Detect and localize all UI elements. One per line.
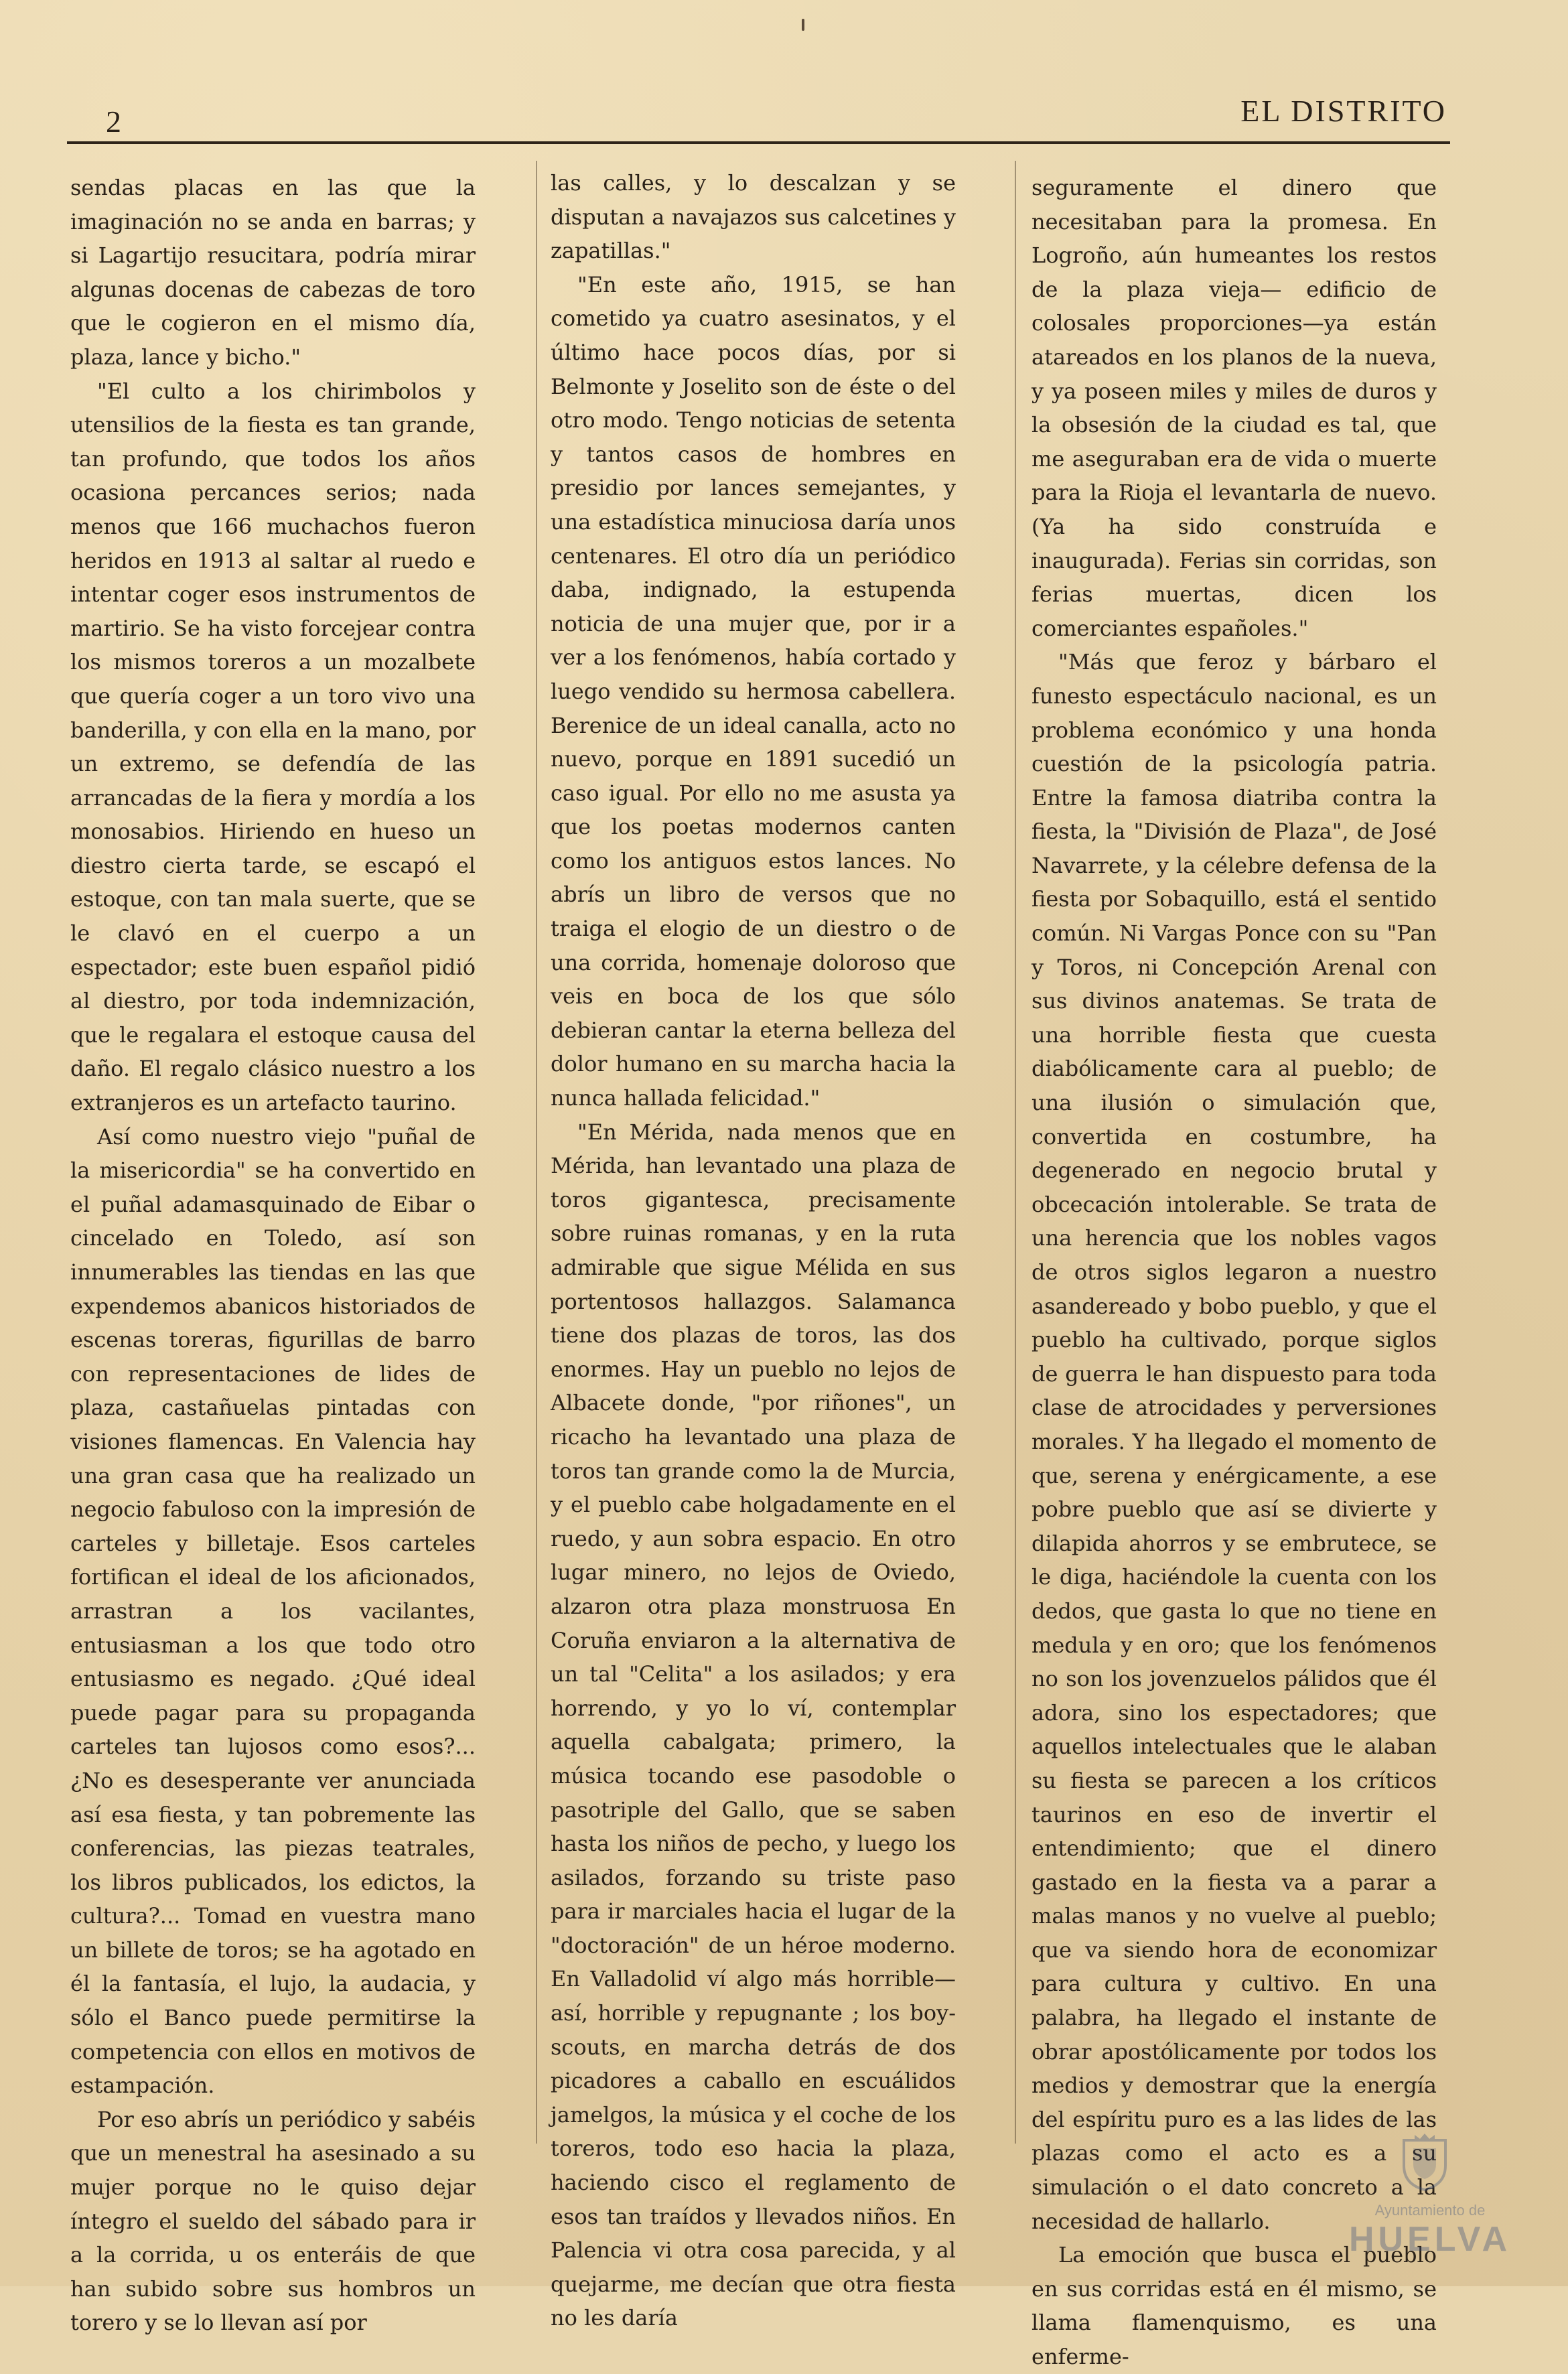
column-1	[70, 171, 476, 2340]
paragraph: "Más que feroz y bárbaro el funesto espectáculo nacional, es un problema económico y una honda cuestión de la psicología patria. Entre la famosa diatriba contra la fiesta, la "División de Plaza", de José Navarrete, y la célebre defensa de la fiesta por Sobaquillo, está el sentido común. Ni Vargas Ponce con su "Pan y Toros, ni Concepción Arenal con sus divinos anatemas. Se trata de una horrible fiesta que cuesta diabólicamente cara al pueblo; de una ilusión o simulación que, convertida en costumbre, ha degenerado en negocio brutal y obcecación intolerable. Se trata de una herencia que los nobles vagos de otros siglos legaron a nuestro asandereado y bobo pueblo, y que el pueblo ha cultivado, porque siglos de guerra le han dispuesto para toda clase de atrocidades y perversiones morales. Y ha llegado el momento de que, serena y enérgicamente, a ese pobre pueblo que así se divierte y dilapida ahorros y se embrutece, se le diga, haciéndole la cuenta con los dedos, que gasta lo que no tiene en medula y en oro; que los fenómenos no son los jovenzuelos pálidos que él adora, sino los espectadores; que aquellos intelectuales que le alaban su fiesta se parecen a los críticos taurinos en eso de invertir el entendimiento; que el dinero gastado en la fiesta va a parar a malas manos y no vuelve al pueblo; que va siendo hora de economizar para cultura y cultivo. En una palabra, ha llegado el instante de obrar apostólicamente por todos los medios y demostrar que la energía del espíritu puro es a las lides de las plazas como el acto es a su simulación o el dato concreto a la necesidad de hallarlo.	[1031, 649, 1437, 2234]
paragraph: "En Mérida, nada menos que en Mérida, han levantado una plaza de toros gigantesca, precisamente sobre ruinas romanas, y en la ruta admirable que sigue Mélida en sus portentosos hallazgos. Salamanca tiene dos plazas de toros, las dos enormes. Hay un pueblo no lejos de Albacete donde, "por riñones", un ricacho ha levantado una plaza de toros tan grande como la de Murcia, y el pueblo cabe holgadamente en el ruedo, y aun sobra espacio. En otro lugar minero, no lejos de Oviedo, alzaron otra plaza monstruosa En Coruña enviaron a la alternativa de un tal "Celita" a los asilados; y era horrendo, y yo lo ví, contemplar aquella cabalgata; primero, la música tocando ese pasodoble o pasotriple del Gallo, que se saben hasta los niños de pecho, y luego los asilados, forzando su triste paso para ir marciales hacia el lugar de la "doctoración" de un héroe moderno. En Valladolid ví algo más horrible— así, horrible y repugnante ; los boy-scouts, en marcha detrás de dos picadores a caballo en escuálidos jamelgos, la música y el coche de los toreros, todo eso hacia la plaza, haciendo cisco el reglamento de esos tan traídos y llevados niños. En Palencia vi otra cosa parecida, y al quejarme, me decían que otra fiesta no les daría	[551, 1119, 956, 2331]
paragraph: Así como nuestro viejo "puñal de la misericordia" se ha convertido en el puñal adamasquinado de Eibar o cincelado en Toledo, así son innumerables las tiendas en las que expendemos abanicos historiados de escenas toreras, figurillas de barro con representaciones de lides de plaza, castañuelas pintadas con visiones flamencas. En Valencia hay una gran casa que ha realizado un negocio fabuloso con la impresión de carteles y billetaje. Esos carteles fortifican el ideal de los aficionados, arrastran a los vacilantes, entusiasman a los que todo otro entusiasmo es negado. ¿Qué ideal puede pagar para su propaganda carteles tan lujosos como esos?... ¿No es desesperante ver anunciada así esa fiesta, y tan pobremente las conferencias, las piezas teatrales, los libros publicados, los edictos, la cultura?... Tomad en vuestra mano un billete de toros; se ha agotado en él la fantasía, el lujo, la audacia, y sólo el Banco puede permitirse la competencia con ellos en motivos de estampación.	[70, 1123, 476, 2099]
paragraph: las calles, y lo descalzan y se disputan a navajazos sus calcetines y zapatillas."	[551, 170, 956, 264]
crest-icon	[1400, 2134, 1449, 2191]
paragraph: sendas placas en las que la imaginación no se anda en barras; y si Lagartijo resucitara, podría mirar algunas docenas de cabezas de toro que le cogieron en el mismo día, plaza, lance y bicho."	[70, 175, 476, 370]
column-2	[551, 166, 956, 2335]
page-number: 2	[106, 104, 121, 139]
header-rule	[67, 141, 1450, 144]
column-divider	[1015, 161, 1016, 2144]
paragraph: "En este año, 1915, se han cometido ya cuatro asesinatos, y el último hace pocos días, por si Belmonte y Joselito son de éste o del otro modo. Tengo noticias de setenta y tantos casos de hombres en presidio por lances semejantes, y una estadística minuciosa daría unos centenares. El otro día un periódico daba, indignado, la estupenda noticia de una mujer que, por ir a ver a los fenómenos, había cortado y luego vendido su hermosa cabellera. Berenice de un ideal canalla, acto no nuevo, porque en 1891 sucedió un caso igual. Por ello no me asusta ya que los poetas modernos canten como los antiguos estos lances. No abrís un libro de versos que no traiga el elogio de un diestro o de una corrida, homenaje doloroso que veis en boca de los que sólo debieran cantar la eterna belleza del dolor humano en su marcha hacia la nunca hallada felicidad."	[551, 271, 956, 1111]
paragraph: La emoción que busca el pueblo en sus corridas está en él mismo, se llama flamenquismo, es una enferme-	[1031, 2242, 1437, 2369]
logo-caption: Ayuntamiento de	[1374, 2202, 1486, 2219]
ayuntamiento-huelva-logo	[1333, 2127, 1527, 2261]
ink-mark	[802, 19, 804, 31]
column-3	[1031, 171, 1437, 2374]
paragraph: Por eso abrís un periódico y sabéis que un menestral ha asesinado a su mujer porque no le quiso dejar íntegro el sueldo del sábado para ir a la corrida, u os enteráis de que han subido sobre sus hombros un torero y se lo llevan así por	[70, 2106, 476, 2336]
logo-wordmark: HUELVA	[1348, 2220, 1512, 2259]
column-divider	[536, 161, 537, 2144]
page-header	[67, 90, 1450, 144]
newspaper-title: EL DISTRITO	[1240, 94, 1447, 128]
paragraph: "El culto a los chirimbolos y utensilios de la fiesta es tan grande, tan profundo, que todos los años ocasiona percances serios; nada menos que 166 muchachos fueron heridos en 1913 al saltar al ruedo e intentar coger esos instrumentos de martirio. Se ha visto forcejear contra los mismos toreros a un mozalbete que quería coger a un toro vivo una banderilla, y con ella en la mano, por un extremo, se defendía de las arrancadas de la fiera y mordía a los monosabios. Hiriendo en hueso un diestro cierta tarde, se escapó el estoque, con tan mala suerte, que se le clavó en el cuerpo a un espectador; este buen español pidió al diestro, por toda indemnización, que le regalara el estoque causa del daño. El regalo clásico nuestro a los extranjeros es un artefacto taurino.	[70, 378, 476, 1116]
paragraph: seguramente el dinero que necesitaban para la promesa. En Logroño, aún humeantes los restos de la plaza vieja— edificio de colosales proporciones—ya están atareados en los planos de la nueva, y ya poseen miles y miles de duros y la obsesión de la ciudad es tal, que me aseguraban era de vida o muerte para la Rioja el levantarla de nuevo. (Ya ha sido construída e inaugurada). Ferias sin corridas, son ferias muertas, dicen los comerciantes españoles."	[1031, 175, 1437, 641]
